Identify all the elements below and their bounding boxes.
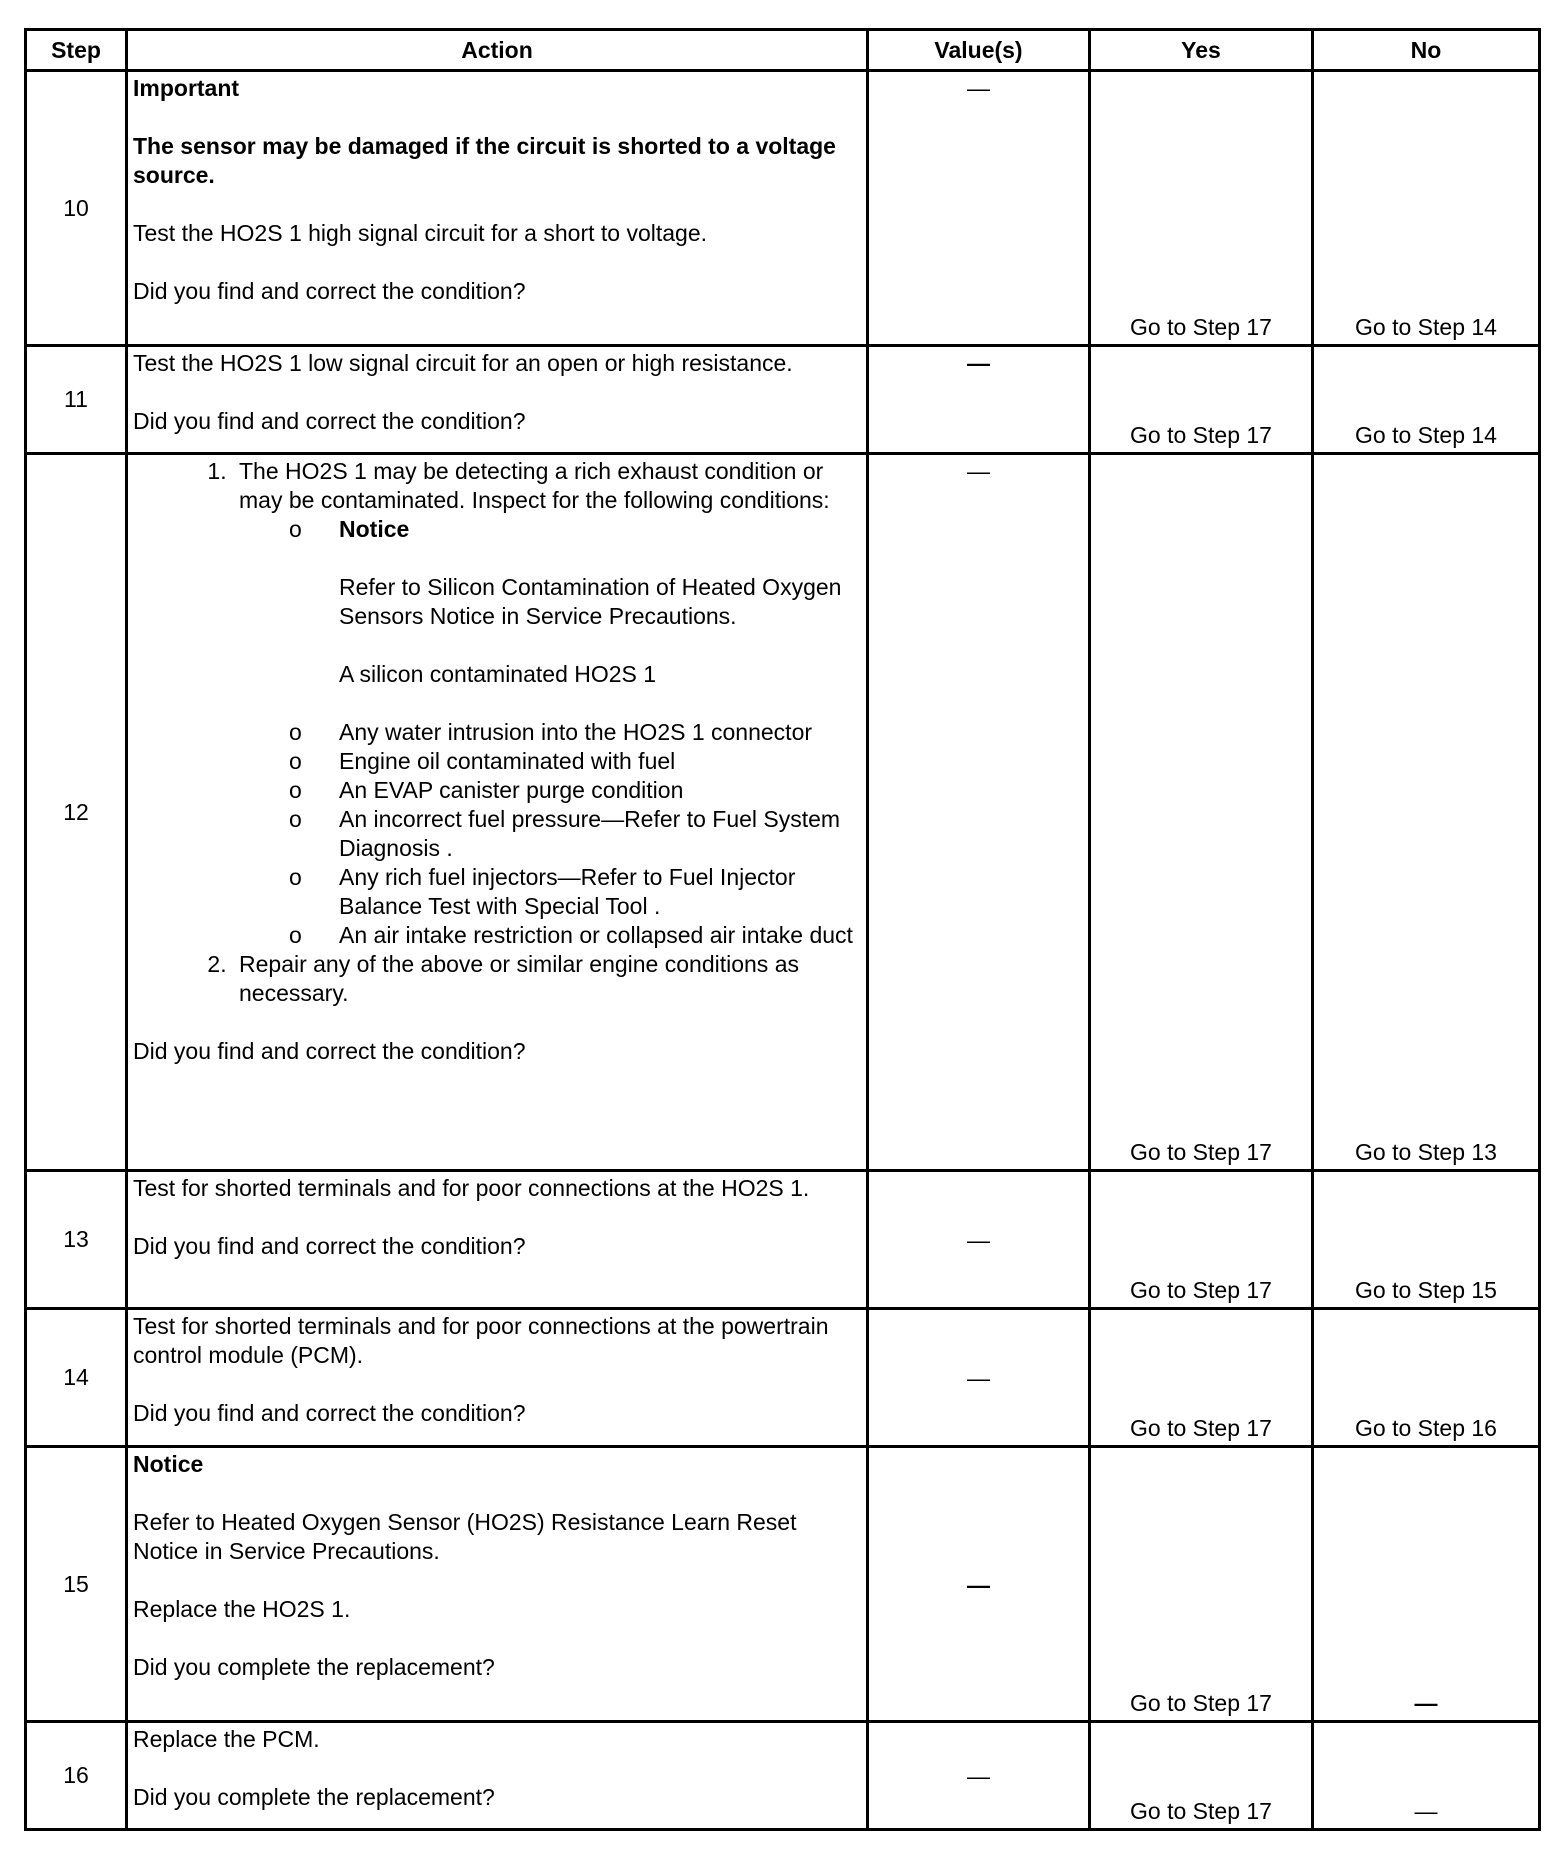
value-cell bbox=[868, 71, 1090, 346]
action-question: Did you find and correct the condition? bbox=[133, 1038, 526, 1064]
no-cell: Go to Step 15 bbox=[1313, 1171, 1540, 1309]
step-number: 16 bbox=[26, 1722, 127, 1830]
action-cell bbox=[127, 454, 868, 1171]
table-row bbox=[26, 1447, 1540, 1722]
action-question: Did you complete the replacement? bbox=[133, 1654, 495, 1680]
list-item bbox=[233, 457, 861, 950]
value-cell bbox=[868, 1722, 1090, 1830]
action-text: Test for shorted terminals and for poor connections at the powertrain control module (PCM). bbox=[133, 1313, 829, 1368]
action-question: Did you find and correct the condition? bbox=[133, 1233, 526, 1259]
no-cell: Go to Step 16 bbox=[1313, 1309, 1540, 1447]
action-text: Replace the PCM. bbox=[133, 1726, 320, 1752]
notice-label: o Notice bbox=[339, 516, 410, 542]
table-row bbox=[26, 1722, 1540, 1830]
notice-label: Notice bbox=[133, 1451, 204, 1477]
value-cell bbox=[868, 454, 1090, 1171]
dash-value: — bbox=[967, 1571, 990, 1598]
list-item: o Any water intrusion into the HO2S 1 connector bbox=[339, 718, 861, 747]
action-text: Replace the HO2S 1. bbox=[133, 1596, 351, 1622]
dash-value: — bbox=[967, 1763, 990, 1789]
dash-value: — bbox=[967, 75, 990, 101]
notice-text: Refer to Heated Oxygen Sensor (HO2S) Resistance Learn Reset Notice in Service Precautions. bbox=[133, 1509, 797, 1564]
header-step: Step bbox=[26, 30, 127, 71]
yes-cell: Go to Step 17 bbox=[1090, 1309, 1313, 1447]
step-number: 11 bbox=[26, 346, 127, 454]
bullet-list bbox=[239, 515, 861, 950]
dash-value: — bbox=[967, 350, 990, 376]
step-number: 13 bbox=[26, 1171, 127, 1309]
table-row bbox=[26, 346, 1540, 454]
list-item-text: Repair any of the above or similar engine conditions as necessary. bbox=[239, 951, 799, 1006]
action-cell bbox=[127, 1447, 868, 1722]
header-values: Value(s) bbox=[868, 30, 1090, 71]
yes-cell: Go to Step 17 bbox=[1090, 1171, 1313, 1309]
list-item bbox=[339, 515, 861, 718]
notice-text: Refer to Silicon Contamination of Heated Oxygen Sensors Notice in Service Precautions. bbox=[339, 574, 842, 629]
action-question: Did you find and correct the condition? bbox=[133, 278, 526, 304]
action-text: Test the HO2S 1 low signal circuit for an open or high resistance. bbox=[133, 350, 793, 376]
diagnostic-table bbox=[24, 28, 1541, 1831]
action-text: Test for shorted terminals and for poor connections at the HO2S 1. bbox=[133, 1175, 810, 1201]
table-row bbox=[26, 71, 1540, 346]
table-row bbox=[26, 454, 1540, 1171]
no-cell: Go to Step 14 bbox=[1313, 346, 1540, 454]
value-cell bbox=[868, 1447, 1090, 1722]
list-item bbox=[233, 950, 861, 1008]
no-cell bbox=[1313, 1447, 1540, 1722]
value-cell bbox=[868, 346, 1090, 454]
header-row bbox=[26, 30, 1540, 71]
dash-value: — bbox=[967, 1227, 990, 1253]
action-question: Did you find and correct the condition? bbox=[133, 408, 526, 434]
action-cell bbox=[127, 346, 868, 454]
list-item: o An EVAP canister purge condition bbox=[339, 776, 861, 805]
table-row bbox=[26, 1309, 1540, 1447]
yes-cell: Go to Step 17 bbox=[1090, 454, 1313, 1171]
action-cell bbox=[127, 71, 868, 346]
dash-value: — bbox=[1414, 1798, 1438, 1824]
numbered-list bbox=[133, 457, 861, 1008]
step-number: 15 bbox=[26, 1447, 127, 1722]
step-number: 14 bbox=[26, 1309, 127, 1447]
no-cell: Go to Step 14 bbox=[1313, 71, 1540, 346]
important-text: The sensor may be damaged if the circuit is shorted to a voltage source. bbox=[133, 133, 836, 188]
list-item: o An air intake restriction or collapsed air intake duct bbox=[339, 921, 861, 950]
action-cell bbox=[127, 1309, 868, 1447]
list-item: o Any rich fuel injectors—Refer to Fuel Injector Balance Test with Special Tool . bbox=[339, 863, 861, 921]
no-cell: Go to Step 13 bbox=[1313, 454, 1540, 1171]
dash-value: — bbox=[967, 458, 990, 484]
yes-cell: Go to Step 17 bbox=[1090, 1447, 1313, 1722]
step-number: 10 bbox=[26, 71, 127, 346]
value-cell bbox=[868, 1171, 1090, 1309]
action-cell bbox=[127, 1722, 868, 1830]
notice-item: A silicon contaminated HO2S 1 bbox=[339, 661, 657, 687]
action-cell bbox=[127, 1171, 868, 1309]
important-label: Important bbox=[133, 75, 240, 101]
yes-cell: Go to Step 17 bbox=[1090, 346, 1313, 454]
dash-value: — bbox=[967, 1365, 990, 1391]
list-item-text: The HO2S 1 may be detecting a rich exhaust condition or may be contaminated. Inspect for the following conditions: bbox=[239, 458, 830, 513]
no-cell bbox=[1313, 1722, 1540, 1830]
header-yes: Yes bbox=[1090, 30, 1313, 71]
yes-cell: Go to Step 17 bbox=[1090, 71, 1313, 346]
value-cell bbox=[868, 1309, 1090, 1447]
header-action: Action bbox=[127, 30, 868, 71]
action-question: Did you find and correct the condition? bbox=[133, 1400, 526, 1426]
step-number: 12 bbox=[26, 454, 127, 1171]
header-no: No bbox=[1313, 30, 1540, 71]
dash-value: — bbox=[1414, 1690, 1438, 1716]
table-row bbox=[26, 1171, 1540, 1309]
list-item: o Engine oil contaminated with fuel bbox=[339, 747, 861, 776]
action-question: Did you complete the replacement? bbox=[133, 1784, 495, 1810]
list-item: o An incorrect fuel pressure—Refer to Fuel System Diagnosis . bbox=[339, 805, 861, 863]
yes-cell: Go to Step 17 bbox=[1090, 1722, 1313, 1830]
action-text: Test the HO2S 1 high signal circuit for a short to voltage. bbox=[133, 220, 708, 246]
